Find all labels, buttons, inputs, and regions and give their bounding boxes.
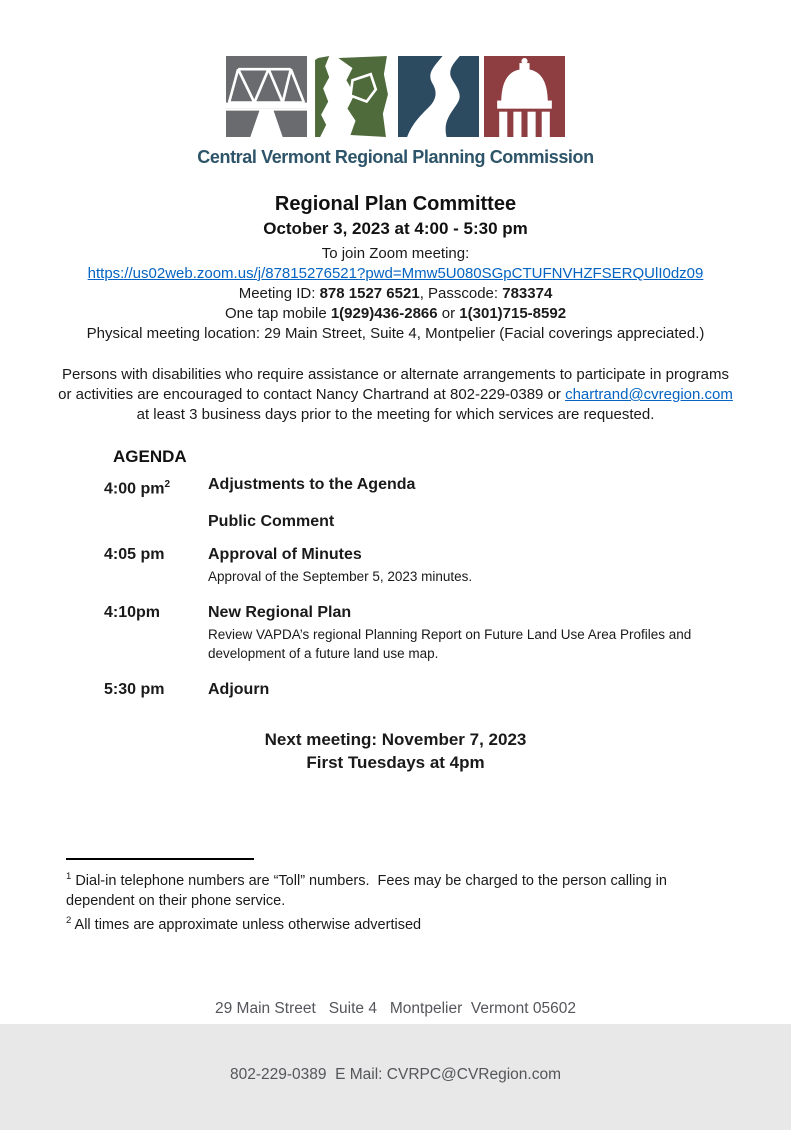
agenda-item-title: Adjustments to the Agenda bbox=[208, 476, 416, 493]
agenda-item-title: Public Comment bbox=[208, 513, 335, 531]
meeting-id-label: Meeting ID: bbox=[238, 285, 320, 302]
agenda-row-new-regional-plan bbox=[104, 602, 704, 663]
agenda-row-approval-of-minutes bbox=[104, 544, 704, 586]
document-footer bbox=[0, 954, 791, 1130]
one-tap-label: One tap mobile bbox=[224, 305, 331, 322]
bridge-icon bbox=[226, 55, 307, 138]
accessibility-text-after: at least 3 business days prior to the meeting for which services are requested. bbox=[136, 406, 655, 423]
next-meeting-schedule: First Tuesdays at 4pm bbox=[306, 753, 485, 773]
logo-wordmark: Central Vermont Regional Planning Commission bbox=[197, 147, 594, 167]
passcode-label: , Passcode: bbox=[419, 285, 503, 302]
agenda-time: 5:30 pm bbox=[104, 681, 165, 699]
agenda-row-adjustments bbox=[104, 474, 704, 500]
one-tap-or: or bbox=[437, 305, 460, 322]
accessibility-notice bbox=[54, 365, 738, 425]
agenda-time: 4:00 $pm^2$ bbox=[104, 479, 171, 498]
meeting-id-line bbox=[0, 284, 791, 304]
footer-address: 29 Main Street Suite 4 Montpelier Vermont 05602 bbox=[214, 1000, 576, 1017]
agenda-item-description: Review VAPDA’s regional Planning Report on Future Land Use Area Profiles and development of a future land use map. bbox=[208, 627, 692, 662]
footer-contact: 802-229-0389 E Mail: CVRPC@CVRegion.com bbox=[229, 1066, 562, 1083]
vermont-map-icon bbox=[312, 55, 393, 138]
page-title: Regional Plan Committee bbox=[274, 193, 517, 215]
next-meeting-notice bbox=[0, 728, 791, 774]
agenda-item-title: Adjourn bbox=[208, 681, 270, 699]
contact-email-link[interactable]: chartrand@cvregion.com bbox=[565, 386, 733, 403]
footnote-1: $^1$ Dial-in telephone numbers are “Toll” numbers. Fees may be charged to the person calling in dependent on their phone service. bbox=[66, 871, 671, 909]
logo-tiles bbox=[0, 55, 791, 138]
meeting-id-value: 878 1527 6521 bbox=[319, 285, 420, 302]
agenda-item-title: Approval of Minutes bbox=[208, 546, 362, 564]
join-zoom-label: To join Zoom meeting: bbox=[321, 245, 470, 262]
footnotes-section bbox=[66, 858, 716, 935]
one-tap-number-1: 1(929)436-2866 bbox=[330, 305, 438, 322]
winding-road-icon bbox=[398, 55, 479, 138]
footnote-2-marker: 2 bbox=[66, 914, 72, 926]
one-tap-number-2: 1(301)715-8592 bbox=[459, 305, 567, 322]
agenda-item-title: New Regional Plan bbox=[208, 604, 352, 622]
zoom-meeting-link[interactable]: https://us02web.zoom.us/j/87815276521?pwd=Mmw5U080SGpCTUFNVHZFSERQUlI0dz09 bbox=[87, 265, 704, 282]
agenda-time: 4:10pm bbox=[104, 604, 161, 622]
agenda-item-description: Approval of the September 5, 2023 minutes. bbox=[208, 569, 473, 585]
agenda-heading: AGENDA bbox=[113, 447, 187, 466]
footnote-2-ref: 2 bbox=[164, 479, 171, 490]
one-tap-line bbox=[0, 304, 791, 324]
agenda-row-adjourn bbox=[104, 679, 704, 701]
passcode-value: 783374 bbox=[502, 285, 553, 302]
agenda-time bbox=[104, 511, 208, 533]
capitol-dome-icon bbox=[484, 55, 565, 138]
footnote-1-marker: 1 bbox=[66, 871, 72, 882]
footnote-separator bbox=[66, 858, 254, 860]
agenda-time: 4:05 pm bbox=[104, 546, 165, 564]
physical-location-line: Physical meeting location: 29 Main Street, Suite 4, Montpelier (Facial coverings appreciated.) bbox=[86, 325, 705, 342]
accessibility-text-before: Persons with disabilities who require assistance or alternate arrangements to participate in programs or activities are encouraged to contact Nancy Chartrand at 802-229-0389 or bbox=[58, 366, 729, 403]
meeting-datetime: October 3, 2023 at 4:00 - 5:30 pm bbox=[263, 219, 528, 238]
cvrpc-logo bbox=[0, 0, 791, 168]
agenda-section bbox=[104, 447, 704, 701]
next-meeting-date: Next meeting: November 7, 2023 bbox=[264, 730, 527, 750]
zoom-link-line bbox=[0, 264, 791, 284]
agenda-row-public-comment bbox=[104, 511, 704, 533]
footnote-2: $^2$ All times are approximate unless otherwise advertised bbox=[66, 914, 422, 933]
